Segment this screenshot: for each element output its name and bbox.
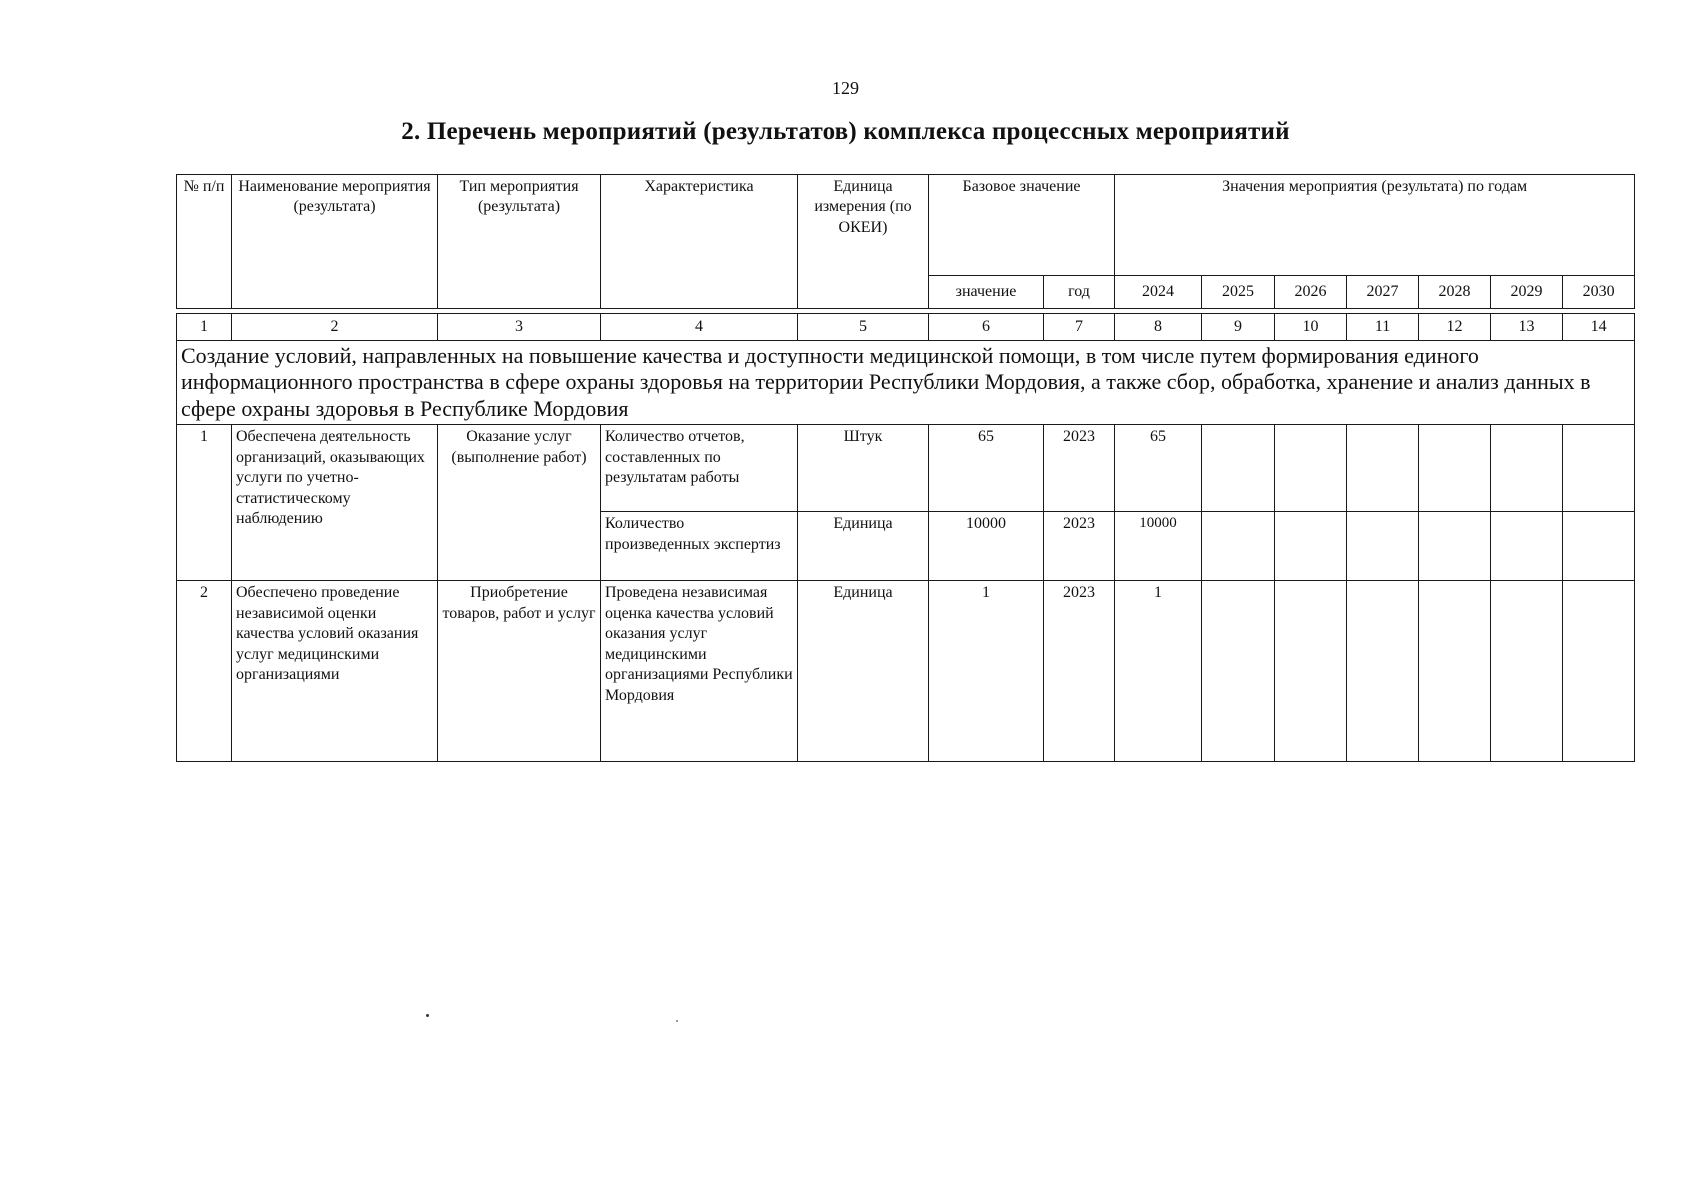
row-value-2030 (1563, 581, 1635, 762)
row-unit: Единица (798, 581, 929, 762)
column-number: 10 (1275, 314, 1347, 341)
row-num: 2 (177, 581, 232, 762)
column-number: 3 (438, 314, 601, 341)
events-table-container (176, 174, 1624, 762)
table-row (177, 425, 1635, 512)
column-number: 13 (1491, 314, 1563, 341)
row-value-2025 (1202, 512, 1275, 581)
row-characteristic: Проведена независимая оценка качества условий оказания услуг медицинскими организациями Республики Мордовия (601, 581, 798, 762)
row-value-2029 (1491, 581, 1563, 762)
header-by-years: Значения мероприятия (результата) по годам (1115, 175, 1635, 276)
header-year: 2024 (1115, 276, 1202, 309)
header-name: Наименование мероприятия (результата) (232, 175, 438, 309)
row-type: Приобретение товаров, работ и услуг (438, 581, 601, 762)
row-characteristic: Количество отчетов, составленных по результатам работы (601, 425, 798, 512)
column-number: 6 (929, 314, 1044, 341)
row-value-2026 (1275, 581, 1347, 762)
row-base-value: 10000 (929, 512, 1044, 581)
header-year: 2027 (1347, 276, 1419, 309)
header-num: № п/п (177, 175, 232, 309)
scan-speck (676, 1020, 678, 1022)
row-value-2026 (1275, 512, 1347, 581)
header-year: 2026 (1275, 276, 1347, 309)
column-number: 14 (1563, 314, 1635, 341)
row-value-2024: 10000 (1115, 512, 1202, 581)
document-title: 2. Перечень мероприятий (результатов) комплекса процессных мероприятий (401, 118, 1290, 145)
events-table (176, 174, 1635, 762)
header-base-value: значение (929, 276, 1044, 309)
column-number: 1 (177, 314, 232, 341)
header-year: 2030 (1563, 276, 1635, 309)
table-row (177, 581, 1635, 762)
header-year: 2025 (1202, 276, 1275, 309)
header-base: Базовое значение (929, 175, 1115, 276)
header-year: 2028 (1419, 276, 1491, 309)
column-number: 7 (1044, 314, 1115, 341)
row-base-year: 2023 (1044, 512, 1115, 581)
row-characteristic: Количество произведенных экспертиз (601, 512, 798, 581)
header-base-year: год (1044, 276, 1115, 309)
row-value-2027 (1347, 425, 1419, 512)
row-value-2029 (1491, 425, 1563, 512)
row-value-2025 (1202, 581, 1275, 762)
section-row (177, 341, 1635, 425)
row-value-2026 (1275, 425, 1347, 512)
row-value-2027 (1347, 581, 1419, 762)
row-base-year: 2023 (1044, 425, 1115, 512)
column-number: 12 (1419, 314, 1491, 341)
header-type: Тип мероприятия (результата) (438, 175, 601, 309)
column-number: 4 (601, 314, 798, 341)
section-title: Создание условий, направленных на повышение качества и доступности медицинской помощи, в том числе путем формирования единого информационного пространства в сфере охраны здоровья на территории Республики Мордовия, а также сбор, обработка, хранение и анализ данных в сфере охраны здоровья в Республике Мордовия (177, 341, 1635, 425)
row-value-2027 (1347, 512, 1419, 581)
column-number: 5 (798, 314, 929, 341)
scan-speck (426, 1014, 429, 1017)
column-number: 11 (1347, 314, 1419, 341)
row-base-value: 1 (929, 581, 1044, 762)
row-unit: Единица (798, 512, 929, 581)
header-year: 2029 (1491, 276, 1563, 309)
row-name: Обеспечена деятельность организаций, оказывающих услуги по учетно-статистическому наблюдению (232, 425, 438, 581)
page-number: 129 (832, 78, 859, 98)
row-value-2030 (1563, 425, 1635, 512)
column-number: 2 (232, 314, 438, 341)
column-number: 9 (1202, 314, 1275, 341)
row-value-2028 (1419, 581, 1491, 762)
header-characteristic: Характеристика (601, 175, 798, 309)
row-value-2028 (1419, 512, 1491, 581)
row-base-value: 65 (929, 425, 1044, 512)
row-unit: Штук (798, 425, 929, 512)
header-unit: Единица измерения (по ОКЕИ) (798, 175, 929, 309)
row-num: 1 (177, 425, 232, 581)
row-value-2024: 1 (1115, 581, 1202, 762)
row-value-2024: 65 (1115, 425, 1202, 512)
row-value-2028 (1419, 425, 1491, 512)
column-number: 8 (1115, 314, 1202, 341)
row-base-year: 2023 (1044, 581, 1115, 762)
header-row (177, 175, 1635, 276)
column-numbers-row (177, 314, 1635, 341)
row-value-2030 (1563, 512, 1635, 581)
row-name: Обеспечено проведение независимой оценки качества условий оказания услуг медицинскими организациями (232, 581, 438, 762)
row-value-2029 (1491, 512, 1563, 581)
row-type: Оказание услуг (выполнение работ) (438, 425, 601, 581)
row-value-2025 (1202, 425, 1275, 512)
